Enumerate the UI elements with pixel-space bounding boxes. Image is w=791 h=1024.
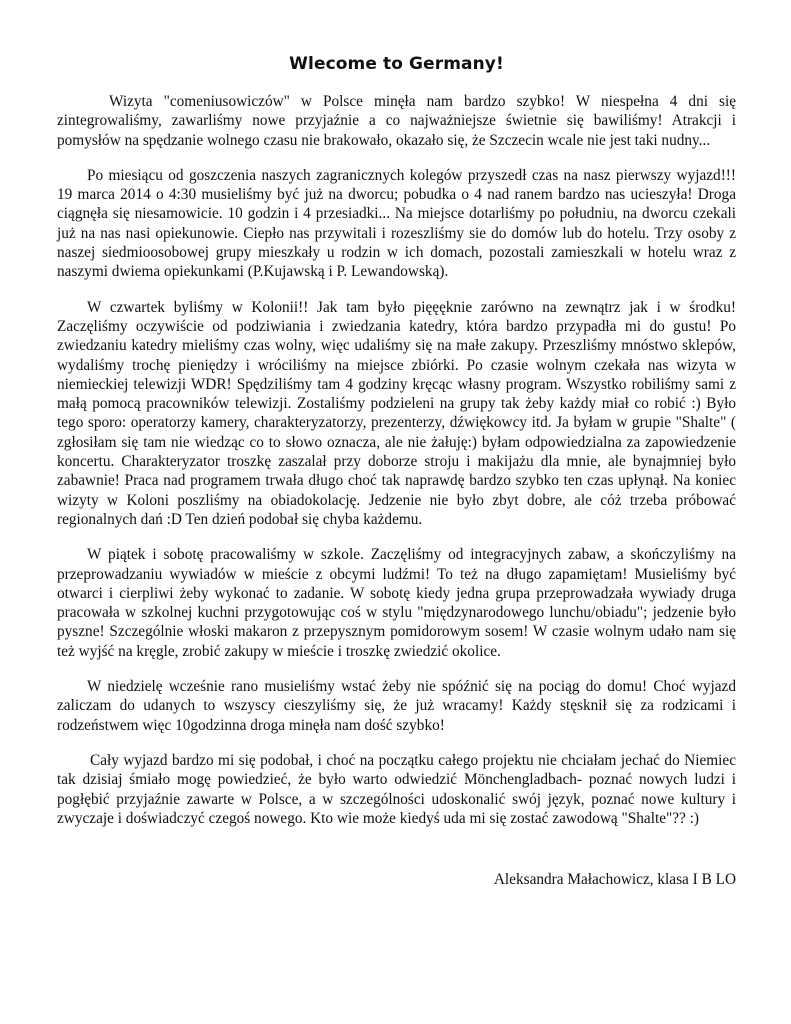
paragraph-return: W niedzielę wcześnie rano musieliśmy wstać żeby nie spóźnić się na pociąg do domu! Choć wyjazd zaliczam do udanych to wszyscy cieszyliśmy się, że już wracamy! Każdy stęsknił się za rodzicami i rodzeństwem więc 10godzinna droga minęła nam dość szybko! <box>57 678 736 734</box>
document-title: Wlecome to Germany! <box>289 54 504 74</box>
paragraph-summary: Cały wyjazd bardzo mi się podobał, i choć na początku całego projektu nie chciałam jechać do Niemiec tak dzisiaj śmiało mogę powiedzieć, że było warto odwiedzić Mönchengladbach- poznać nowych ludzi i pogłębić przyjaźnie zawarte w Polsce, a w szczególności udoskonalić swój język, poznać nowe kultury i zwyczaje i doświadczyć czegoś nowego. Kto wie może kiedyś uda mi się zostać zawodową "Shalte"?? :) <box>57 751 736 827</box>
paragraph-journey: Po miesiącu od goszczenia naszych zagranicznych kolegów przyszedł czas na nasz pierwszy wyjazd!!! 19 marca 2014 o 4:30 musieliśmy być już na dworcu; pobudka o 4 nad ranem bardzo nas ucieszyła! Droga ciągnęła się niesamowicie. 10 godzin i 4 przesiadki... Na miejsce dotarliśmy po południu, na dworcu czekali już na nas nasi opiekunowie. Ciepło nas przywitali i rozeszliśmy sie do domów lub do hotelu. Trzy osoby z naszej siedmioosobowej grupy mieszkały u rodzin w ich domach, pozostali zamieszkali w hotelu wraz z naszymi dwiema opiekunkami (P.Kujawską i P. Lewandowską). <box>57 166 736 281</box>
paragraph-cologne: W czwartek byliśmy w Kolonii!! Jak tam było pięęęknie zarówno na zewnątrz jak i w środku! Zaczęliśmy oczywiście od podziwiania i zwiedzania katedry, która bardzo przypadła mi do gustu! Po zwiedzaniu katedry mieliśmy czas wolny, więc udaliśmy się na małe zakupy. Przeszliśmy mnóstwo sklepów, wydaliśmy trochę pieniędzy i wróciliśmy na miejsce zbiórki. Po czasie wolnym czekała nas wizyta w niemieckiej telewizji WDR! Spędziliśmy tam 4 godziny kręcąc własny program. Wszystko robiliśmy sami z małą pomocą pracowników telewizji. Zostaliśmy podzieleni na grupy tak żeby każdy miał co robić :) Było tego sporo: operatorzy kamery, charakteryzatorzy, prezenterzy, dźwiękowcy itd. Ja byłam w grupie "Shalte" ( zgłosiłam się tam nie wiedząc co to słowo oznacza, ale nie żałuję:) byłam odpowiedzialna za zapowiedzenie koncertu. Charakteryzator troszkę zaszalał przy doborze stroju i makijażu dla mnie, ale bynajmniej było zabawnie! Praca nad programem trwała długo choć tak naprawdę bardzo szybko ten czas upłynął. Na koniec wizyty w Koloni poszliśmy na obiadokolację. Jedzenie nie było zbyt dobre, ale cóż trzeba próbować regionalnych dań :D Ten dzień podobał się chyba każdemu. <box>57 298 736 528</box>
paragraph-intro: Wizyta "comeniusowiczów" w Polsce minęła nam bardzo szybko! W niespełna 4 dni się zintegrowaliśmy, zawarliśmy nowe przyjaźnie a co najważniejsze świetnie się bawiliśmy! Atrakcji i pomysłów na spędzanie wolnego czasu nie brakowało, okazało się, że Szczecin wcale nie jest taki nudny... <box>57 93 736 149</box>
paragraph-school: W piątek i sobotę pracowaliśmy w szkole. Zaczęliśmy od integracyjnych zabaw, a skończyliśmy na przeprowadzaniu wywiadów w mieście z obcymi ludźmi! To też na długo zapamiętam! Musieliśmy być otwarci i cierpliwi żeby wykonać to zadanie. W sobotę kiedy jedna grupa przeprowadzała wywiady druga pracowała w szkolnej kuchni przygotowując coś w stylu "międzynarodowego lunchu/obiadu"; jedzenie było pyszne! Szczególnie włoski makaron z przepysznym pomidorowym sosem! W czasie wolnym udało nam się też wyjść na kręgle, zrobić zakupy w mieście i troszkę zwiedzić okolice. <box>57 546 736 660</box>
author-signature: Aleksandra Małachowicz, klasa I B LO <box>493 871 736 889</box>
